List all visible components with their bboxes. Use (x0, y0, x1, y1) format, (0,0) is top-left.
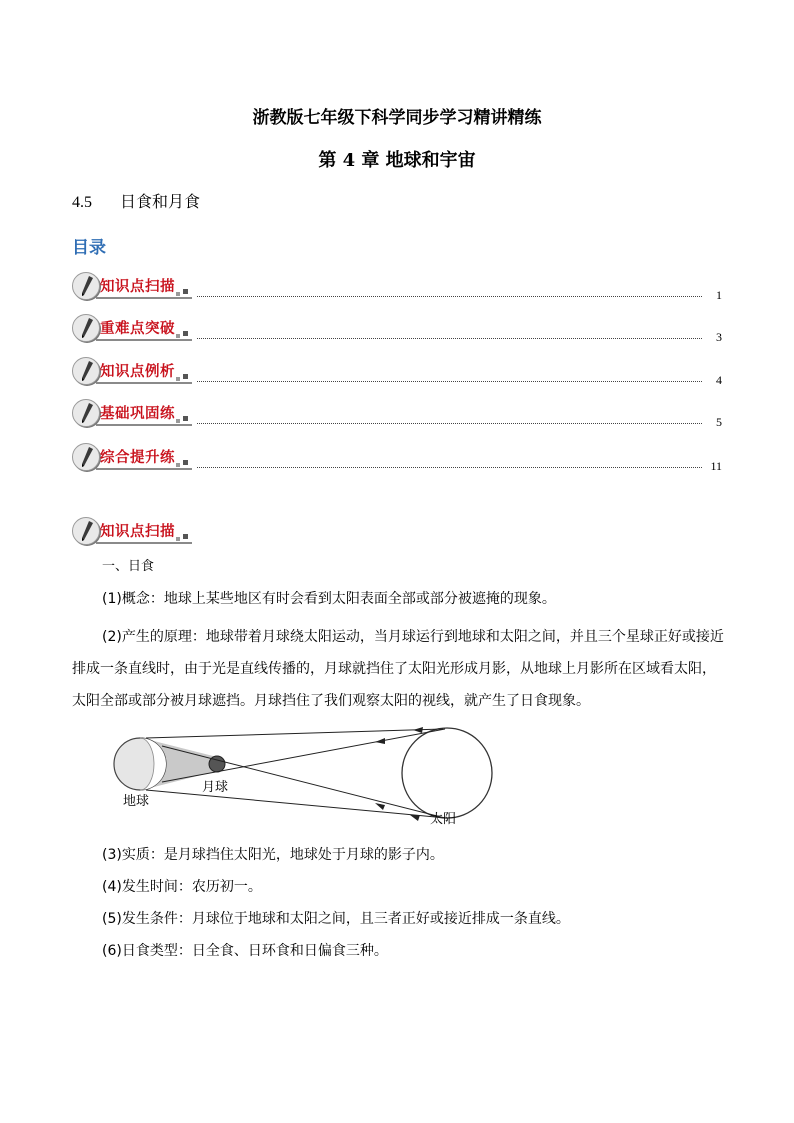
pen-icon (72, 517, 100, 545)
paragraph: (3)实质：是月球挡住太阳光，地球处于月球的影子内。 (102, 847, 444, 863)
sun-shape (402, 728, 492, 818)
toc-badge (70, 355, 195, 387)
toc-page-number: 11 (710, 459, 722, 473)
toc-badge (70, 312, 195, 344)
toc-item-label: 重难点突破 (100, 321, 175, 337)
document-title: 浙教版七年级下科学同步学习精讲精练 (252, 108, 542, 128)
toc-page-number: 3 (716, 330, 722, 344)
toc-leader (197, 467, 702, 468)
pen-icon (72, 357, 100, 385)
section-title (72, 189, 200, 212)
pen-icon (72, 399, 100, 427)
paragraph: (5)发生条件：月球位于地球和太阳之间，且三者正好或接近排成一条直线。 (102, 911, 570, 927)
section-badge-label: 知识点扫描 (100, 524, 175, 540)
toc-badge (70, 441, 195, 473)
toc-item-label: 知识点例析 (100, 364, 175, 380)
toc-leader (197, 338, 702, 339)
toc-item-label: 知识点扫描 (100, 279, 175, 295)
toc-item[interactable] (70, 397, 722, 431)
toc-item[interactable] (70, 312, 722, 346)
toc-leader (197, 296, 702, 297)
chapter-title: 第 4 章 地球和宇宙 (318, 150, 476, 171)
paragraph: (2)产生的原理：地球带着月球绕太阳运动，当月球运行到地球和太阳之间，并且三个星球正好或接近排成一条直线时，由于光是直线传播的，月球就挡住了太阳光形成月影，从地球上月影所在区域看太阳，太阳全部或部分被月球遮挡。月球挡住了我们观察太阳的视线，就产生了日食现象。 (72, 629, 724, 709)
paragraph: (6)日食类型：日全食、日环食和日偏食三种。 (102, 943, 388, 959)
pen-icon (72, 443, 100, 471)
toc-item[interactable] (70, 270, 722, 304)
section-name: 日食和月食 (120, 192, 201, 211)
toc-page-number: 5 (716, 415, 722, 429)
paragraph: (1)概念：地球上某些地区有时会看到太阳表面全部或部分被遮掩的现象。 (102, 591, 556, 607)
toc-page-number: 4 (716, 373, 722, 387)
toc-item[interactable] (70, 441, 722, 475)
toc-leader (197, 423, 702, 424)
toc-item[interactable] (70, 355, 722, 389)
subheading: 一、日食 (102, 559, 155, 574)
toc-heading: 目录 (72, 238, 106, 258)
section-number: 4.5 (72, 194, 92, 211)
paragraph: (4)发生时间：农历初一。 (102, 879, 262, 895)
toc-page-number: 1 (716, 288, 722, 302)
toc-leader (197, 381, 702, 382)
earth-label: 地球 (123, 794, 150, 809)
pen-icon (72, 272, 100, 300)
sun-label: 太阳 (430, 812, 457, 827)
pen-icon (72, 314, 100, 342)
toc-item-label: 综合提升练 (100, 450, 175, 466)
toc-badge (70, 397, 195, 429)
toc-item-label: 基础巩固练 (100, 406, 175, 422)
section-badge (70, 515, 200, 549)
moon-label: 月球 (202, 780, 229, 795)
toc-badge (70, 270, 195, 302)
